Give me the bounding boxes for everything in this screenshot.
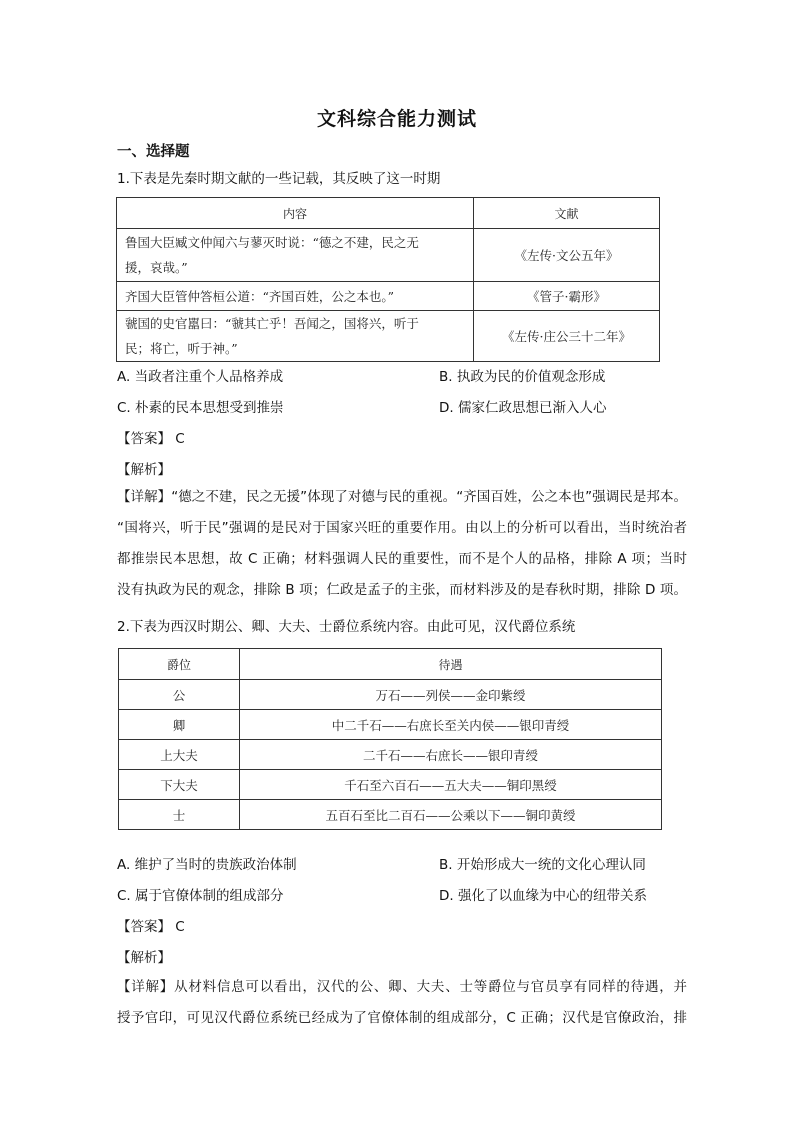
detail-line: 都推崇民本思想，故 C 正确；材料强调人民的重要性，而不是个人的品格，排除 A 项；当时 — [117, 551, 687, 567]
table-header-row — [117, 198, 660, 229]
cell-line: 援，哀哉。” — [125, 260, 188, 275]
detail-label: 【详解】 — [117, 979, 175, 995]
q1-analysis-label: 【解析】 — [117, 462, 171, 478]
page-title: 文科综合能力测试 — [316, 108, 477, 130]
table-row — [119, 800, 662, 830]
detail-line: 没有执政为民的观念，排除 B 项；仁政是孟子的主张，而材料涉及的是春秋时期，排除 D 项。 — [117, 582, 687, 598]
table-row — [117, 311, 660, 362]
table-row — [119, 710, 662, 740]
table-cell-content — [117, 229, 474, 282]
table-cell-source: 《管子·霸形》 — [474, 282, 660, 311]
answer-label: 【答案】 — [117, 919, 171, 935]
table-cell-treatment: 五百石至比二百石——公乘以下——铜印黄绶 — [240, 800, 662, 830]
cell-line: 鲁国大臣臧文仲闻六与蓼灭时说：“德之不建，民之无 — [125, 235, 419, 250]
q1-stem: 1.下表是先秦时期文献的一些记载，其反映了这一时期 — [117, 171, 441, 187]
table-cell-treatment: 千石至六百石——五大夫——铜印黑绶 — [240, 770, 662, 800]
table-cell-rank: 士 — [119, 800, 240, 830]
table-cell-rank: 卿 — [119, 710, 240, 740]
detail-line: “国将兴，听于民”强调的是民对于国家兴旺的重要作用。由以上的分析可以看出，当时统治者 — [117, 520, 687, 536]
detail-line: 【详解】从材料信息可以看出，汉代的公、卿、大夫、士等爵位与官员享有同样的待遇，并 — [117, 979, 687, 995]
q1-answer — [117, 427, 185, 447]
q2-analysis-label: 【解析】 — [117, 950, 171, 966]
q1-detail — [117, 482, 687, 606]
cell-line: 民；将亡，听于神。” — [125, 341, 238, 356]
table-cell-content: 齐国大臣管仲答桓公道：“齐国百姓，公之本也。” — [117, 282, 474, 311]
q1-table — [116, 197, 660, 362]
answer-value: C — [175, 919, 185, 935]
detail-line: 【详解】“德之不建，民之无援”体现了对德与民的重视。“齐国百姓，公之本也”强调民是邦本。 — [117, 489, 687, 505]
section-heading: 一、选择题 — [117, 144, 190, 160]
q1-option-b: B. 执政为民的价值观念形成 — [439, 369, 606, 385]
table-row — [119, 770, 662, 800]
q2-option-d: D. 强化了以血缘为中心的纽带关系 — [439, 888, 647, 904]
table-cell-rank: 下大夫 — [119, 770, 240, 800]
answer-value: C — [175, 431, 185, 447]
q1-option-d: D. 儒家仁政思想已渐入人心 — [439, 400, 607, 416]
q2-option-b: B. 开始形成大一统的文化心理认同 — [439, 857, 646, 873]
cell-line: 虢国的史官嚚曰：“虢其亡乎！吾闻之，国将兴，听于 — [125, 316, 419, 331]
table-header: 爵位 — [119, 649, 240, 680]
q1-option-c: C. 朴素的民本思想受到推崇 — [117, 400, 284, 416]
q2-table — [118, 648, 662, 830]
table-row — [119, 680, 662, 710]
table-header: 内容 — [117, 198, 474, 229]
answer-label: 【答案】 — [117, 431, 171, 447]
table-cell-treatment: 万石——列侯——金印紫绶 — [240, 680, 662, 710]
table-row — [119, 740, 662, 770]
table-cell-treatment: 中二千石——右庶长至关内侯——银印青绶 — [240, 710, 662, 740]
q2-answer — [117, 915, 185, 935]
q2-stem: 2.下表为西汉时期公、卿、大夫、士爵位系统内容。由此可见，汉代爵位系统 — [117, 619, 576, 635]
q2-option-c: C. 属于官僚体制的组成部分 — [117, 888, 284, 904]
q2-option-a: A. 维护了当时的贵族政治体制 — [117, 857, 297, 873]
table-cell-rank: 上大夫 — [119, 740, 240, 770]
table-header: 待遇 — [240, 649, 662, 680]
table-row — [117, 229, 660, 282]
table-cell-source: 《左传·庄公三十二年》 — [474, 311, 660, 362]
q2-detail — [117, 972, 687, 1034]
table-cell-rank: 公 — [119, 680, 240, 710]
table-cell-treatment: 二千石——右庶长——银印青绶 — [240, 740, 662, 770]
table-cell-content — [117, 311, 474, 362]
detail-line: 授予官印，可见汉代爵位系统已经成为了官僚体制的组成部分，C 正确；汉代是官僚政治，排 — [117, 1010, 687, 1026]
table-cell-source: 《左传·文公五年》 — [474, 229, 660, 282]
q1-option-a: A. 当政者注重个人品格养成 — [117, 369, 284, 385]
table-header-row — [119, 649, 662, 680]
detail-label: 【详解】 — [117, 489, 172, 505]
table-header: 文献 — [474, 198, 660, 229]
table-row — [117, 282, 660, 311]
